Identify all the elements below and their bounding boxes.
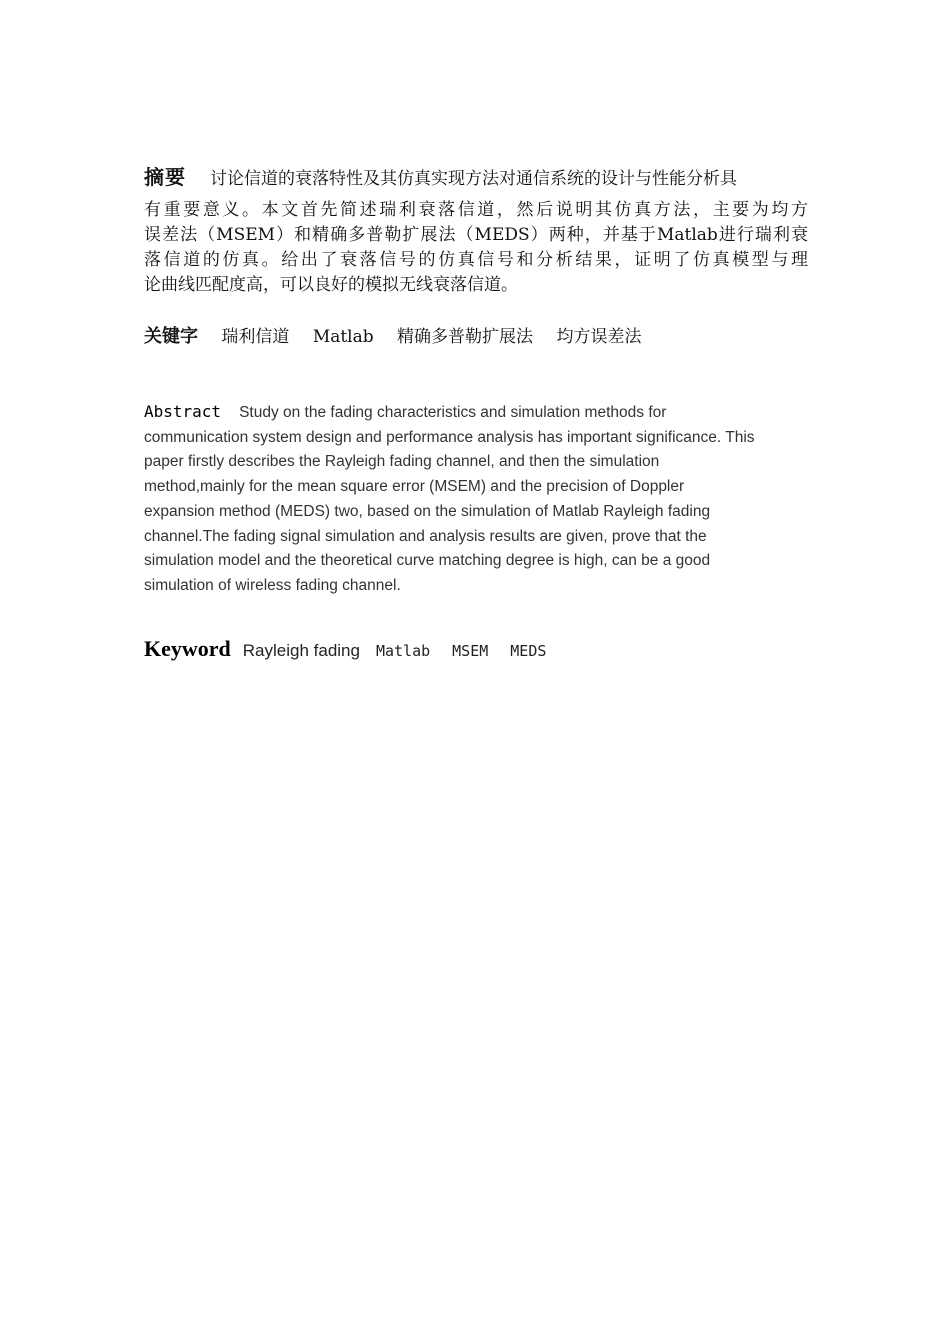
english-abstract-line: channel.The fading signal simulation and analysis results are given, prove that the: [144, 527, 707, 545]
chinese-abstract-line: 有重要意义。本文首先简述瑞利衰落信道，然后说明其仿真方法，主要为均方: [144, 200, 808, 220]
english-abstract-first-line: [144, 400, 808, 426]
chinese-abstract-line: 论曲线匹配度高，可以良好的模拟无线衰落信道。: [144, 275, 518, 295]
english-abstract: [144, 400, 808, 599]
english-abstract-line: simulation model and the theoretical curve matching degree is high, can be a good: [144, 552, 711, 570]
english-abstract-line: paper firstly describes the Rayleigh fading channel, and then the simulation: [144, 453, 660, 471]
english-abstract-line: method,mainly for the mean square error (MSEM) and the precision of Doppler: [144, 478, 685, 496]
english-abstract-label: Abstract: [144, 402, 222, 421]
chinese-abstract-line: 误差法（MSEM）和精确多普勒扩展法（MEDS）两种，并基于Matlab进行瑞利衰: [144, 225, 808, 245]
chinese-keywords: [144, 325, 808, 349]
chinese-abstract-line: 讨论信道的衰落特性及其仿真实现方法对通信系统的设计与性能分析具: [210, 169, 737, 189]
english-keywords-label: Keyword: [144, 636, 231, 661]
chinese-abstract: [144, 162, 808, 298]
english-abstract-line: expansion method (MEDS) two, based on the simulation of Matlab Rayleigh fading: [144, 502, 711, 520]
english-keyword: MSEM: [452, 642, 489, 660]
chinese-keywords-label: 关键字: [144, 326, 198, 347]
chinese-keyword: 均方误差法: [556, 327, 642, 347]
english-keyword: Matlab: [375, 642, 431, 660]
chinese-abstract-first-line: [144, 162, 808, 198]
english-keywords: [144, 634, 808, 667]
chinese-keyword: 瑞利信道: [221, 327, 290, 347]
chinese-abstract-label: 摘要: [144, 165, 186, 189]
english-abstract-line: simulation of wireless fading channel.: [144, 576, 401, 594]
english-abstract-line: communication system design and performance analysis has important significance. This: [144, 428, 755, 446]
chinese-keyword: 精确多普勒扩展法: [397, 327, 534, 347]
chinese-keyword: Matlab: [312, 327, 374, 347]
english-abstract-line: Study on the fading characteristics and simulation methods for: [239, 404, 667, 421]
chinese-abstract-line: 落信道的仿真。给出了衰落信号的仿真信号和分析结果，证明了仿真模型与理: [144, 250, 808, 270]
english-keyword: MEDS: [510, 642, 547, 660]
english-keyword: Rayleigh fading: [242, 641, 360, 660]
